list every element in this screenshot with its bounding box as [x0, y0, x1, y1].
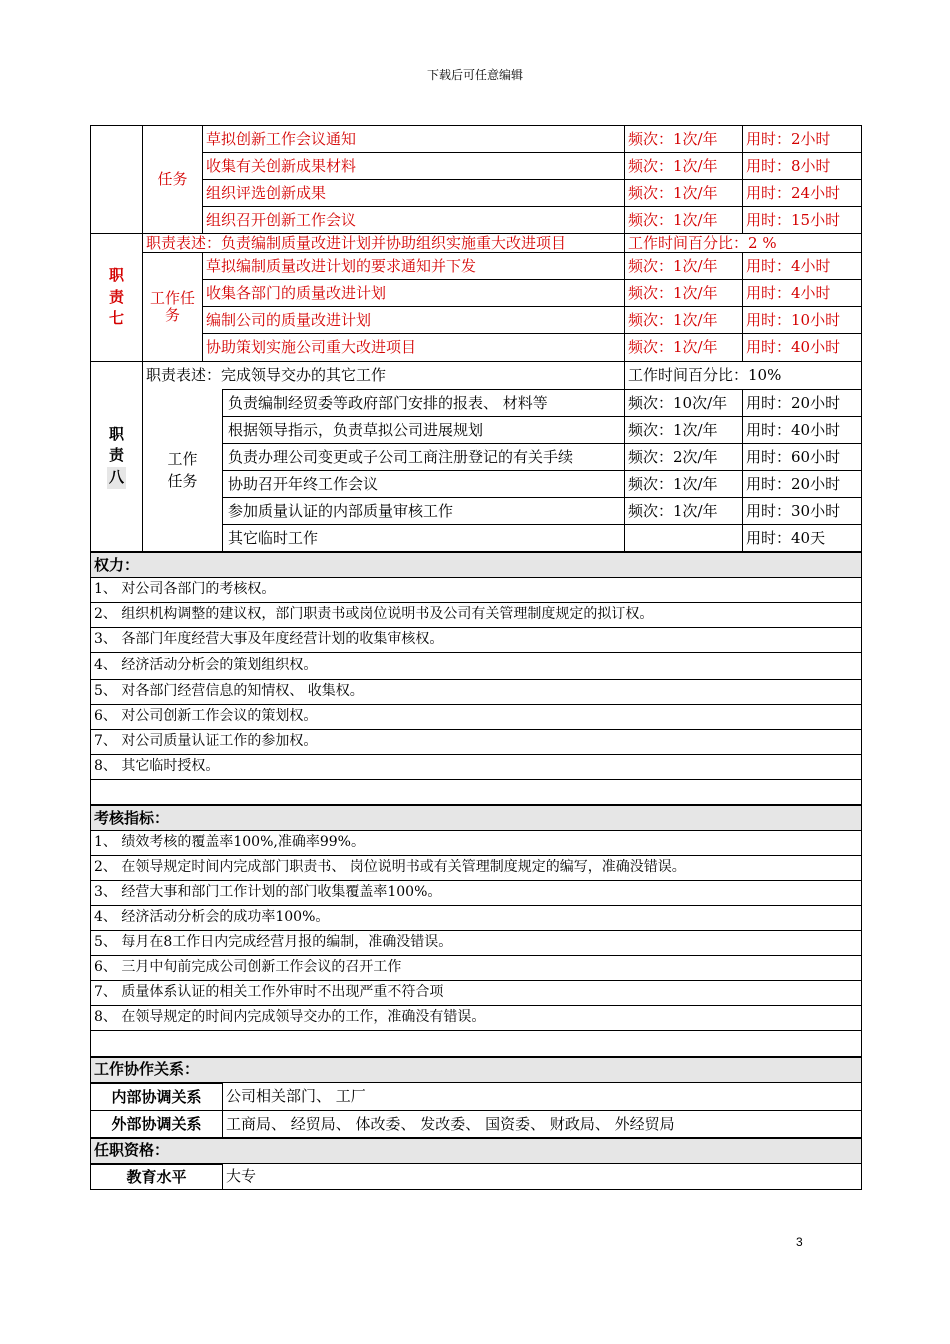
task-time: 用时：40小时 — [743, 417, 862, 444]
duty8-label-cell — [91, 362, 143, 552]
list-item — [91, 755, 862, 780]
list-item — [91, 730, 862, 755]
duty8-label-2: 责 — [108, 446, 124, 465]
task-frequency: 频次：10次/年 — [625, 390, 743, 417]
task-time: 用时：30小时 — [743, 498, 862, 525]
list-item — [91, 831, 862, 856]
internal-relations-label: 内部协调关系 — [91, 1083, 223, 1111]
external-relations-row — [91, 1111, 862, 1138]
task-text: 协助策划实施公司重大改进项目 — [203, 334, 625, 362]
blank-cell — [91, 780, 862, 805]
kpi-item: 7、 质量体系认证的相关工作外审时不出现严重不符合项 — [91, 981, 862, 1006]
page-header: 下载后可任意编辑 — [426, 68, 523, 82]
authority-item: 5、 对各部门经营信息的知情权、 收集权。 — [91, 680, 862, 705]
task-frequency: 频次：1次/年 — [625, 180, 743, 207]
duty7-percent: 工作时间百分比：2 % — [625, 234, 862, 253]
task-text: 收集有关创新成果材料 — [203, 153, 625, 180]
duty6-label-cell — [91, 126, 143, 234]
duty7-label: 职责七 — [91, 234, 143, 362]
external-relations-label: 外部协调关系 — [91, 1111, 223, 1138]
education-value: 大专 — [223, 1164, 862, 1190]
blank-row — [91, 780, 862, 805]
task-time: 用时：24小时 — [743, 180, 862, 207]
task-text: 负责办理公司变更或子公司工商注册登记的有关手续 — [223, 444, 625, 471]
duty8-task-label-2: 任务 — [167, 472, 198, 490]
duty8-label-1: 职 — [108, 424, 124, 443]
task-text: 组织评选创新成果 — [203, 180, 625, 207]
task-text: 其它临时工作 — [223, 525, 625, 552]
external-relations-value: 工商局、 经贸局、 体改委、 发改委、 国资委、 财政局、 外经贸局 — [223, 1111, 862, 1138]
task-frequency: 频次：1次/年 — [625, 253, 743, 280]
kpi-item: 5、 每月在8工作日内完成经营月报的编制，准确没错误。 — [91, 931, 862, 956]
duty6-task-label: 任务 — [143, 126, 203, 234]
relations-header-row — [91, 1057, 862, 1083]
duty6-task-row — [91, 153, 862, 180]
task-frequency — [625, 525, 743, 552]
authority-item: 3、 各部门年度经营大事及年度经营计划的收集审核权。 — [91, 628, 862, 653]
duty7-task-row — [91, 307, 862, 334]
authority-item: 4、 经济活动分析会的策划组织权。 — [91, 653, 862, 680]
authority-item: 8、 其它临时授权。 — [91, 755, 862, 780]
task-frequency: 频次：1次/年 — [625, 280, 743, 307]
relations-title: 工作协作关系： — [91, 1057, 862, 1083]
task-frequency: 频次：1次/年 — [625, 207, 743, 234]
task-frequency: 频次：1次/年 — [625, 471, 743, 498]
list-item — [91, 603, 862, 628]
authority-item: 1、 对公司各部门的考核权。 — [91, 578, 862, 603]
kpi-item: 2、 在领导规定时间内完成部门职责书、 岗位说明书或有关管理制度规定的编写，准确没错误。 — [91, 856, 862, 881]
task-frequency: 频次：1次/年 — [625, 417, 743, 444]
duty6-task-row — [91, 180, 862, 207]
duty8-task-label-1: 工作 — [167, 449, 198, 468]
task-time: 用时：4小时 — [743, 280, 862, 307]
blank-cell — [91, 1031, 862, 1057]
task-text: 组织召开创新工作会议 — [203, 207, 625, 234]
task-text: 编制公司的质量改进计划 — [203, 307, 625, 334]
list-item — [91, 705, 862, 730]
education-row — [91, 1164, 862, 1190]
duty8-desc-row — [91, 362, 862, 390]
task-time: 用时：8小时 — [743, 153, 862, 180]
blank-row — [91, 1031, 862, 1057]
task-time: 用时：60小时 — [743, 444, 862, 471]
duty6-task-row — [91, 126, 862, 153]
task-frequency: 频次：1次/年 — [625, 307, 743, 334]
authority-title: 权力： — [91, 552, 862, 578]
qualification-header-row — [91, 1138, 862, 1164]
list-item — [91, 578, 862, 603]
task-time: 用时：4小时 — [743, 253, 862, 280]
duty7-task-label: 工作任务 — [143, 253, 203, 362]
duty7-description: 职责表述：负责编制质量改进计划并协助组织实施重大改进项目 — [143, 234, 625, 253]
authority-header-row — [91, 552, 862, 578]
task-text: 收集各部门的质量改进计划 — [203, 280, 625, 307]
duty8-label-3: 八 — [107, 467, 126, 489]
task-frequency: 频次：1次/年 — [625, 126, 743, 153]
task-time: 用时：20小时 — [743, 390, 862, 417]
duty8-description: 职责表述：完成领导交办的其它工作 — [143, 362, 625, 390]
task-time: 用时：40天 — [743, 525, 862, 552]
task-frequency: 频次：2次/年 — [625, 444, 743, 471]
task-frequency: 频次：1次/年 — [625, 334, 743, 362]
authority-item: 6、 对公司创新工作会议的策划权。 — [91, 705, 862, 730]
kpi-item: 3、 经营大事和部门工作计划的部门收集覆盖率100%。 — [91, 881, 862, 906]
task-text: 协助召开年终工作会议 — [223, 471, 625, 498]
task-text: 参加质量认证的内部质量审核工作 — [223, 498, 625, 525]
qualification-title: 任职资格： — [91, 1138, 862, 1164]
list-item — [91, 1006, 862, 1031]
list-item — [91, 653, 862, 680]
duty8-task-row — [91, 390, 862, 417]
duty7-desc-row — [91, 234, 862, 253]
list-item — [91, 931, 862, 956]
duty8-task-label-cell — [143, 390, 223, 552]
kpi-item: 6、 三月中旬前完成公司创新工作会议的召开工作 — [91, 956, 862, 981]
duty7-task-row — [91, 334, 862, 362]
task-time: 用时：15小时 — [743, 207, 862, 234]
task-frequency: 频次：1次/年 — [625, 153, 743, 180]
authority-item: 7、 对公司质量认证工作的参加权。 — [91, 730, 862, 755]
kpi-item: 8、 在领导规定的时间内完成领导交办的工作，准确没有错误。 — [91, 1006, 862, 1031]
task-text: 草拟创新工作会议通知 — [203, 126, 625, 153]
task-time: 用时：2小时 — [743, 126, 862, 153]
kpi-title: 考核指标： — [91, 805, 862, 831]
list-item — [91, 628, 862, 653]
list-item — [91, 981, 862, 1006]
duty7-task-row — [91, 253, 862, 280]
duty6-task-row — [91, 207, 862, 234]
task-time: 用时：10小时 — [743, 307, 862, 334]
internal-relations-value: 公司相关部门、 工厂 — [223, 1083, 862, 1111]
task-time: 用时：20小时 — [743, 471, 862, 498]
duty8-percent: 工作时间百分比：10% — [625, 362, 862, 390]
kpi-item: 4、 经济活动分析会的成功率100%。 — [91, 906, 862, 931]
kpi-item: 1、 绩效考核的覆盖率100%,准确率99%。 — [91, 831, 862, 856]
list-item — [91, 856, 862, 881]
internal-relations-row — [91, 1083, 862, 1111]
task-text: 负责编制经贸委等政府部门安排的报表、 材料等 — [223, 390, 625, 417]
task-text: 草拟编制质量改进计划的要求通知并下发 — [203, 253, 625, 280]
authority-item: 2、 组织机构调整的建议权，部门职责书或岗位说明书及公司有关管理制度规定的拟订权。 — [91, 603, 862, 628]
list-item — [91, 956, 862, 981]
list-item — [91, 680, 862, 705]
list-item — [91, 881, 862, 906]
education-label: 教育水平 — [91, 1164, 223, 1190]
task-text: 根据领导指示，负责草拟公司进展规划 — [223, 417, 625, 444]
duty7-task-row — [91, 280, 862, 307]
list-item — [91, 906, 862, 931]
task-frequency: 频次：1次/年 — [625, 498, 743, 525]
job-description-table — [90, 125, 862, 1190]
task-time: 用时：40小时 — [743, 334, 862, 362]
kpi-header-row — [91, 805, 862, 831]
page-number: 3 — [796, 1235, 803, 1249]
